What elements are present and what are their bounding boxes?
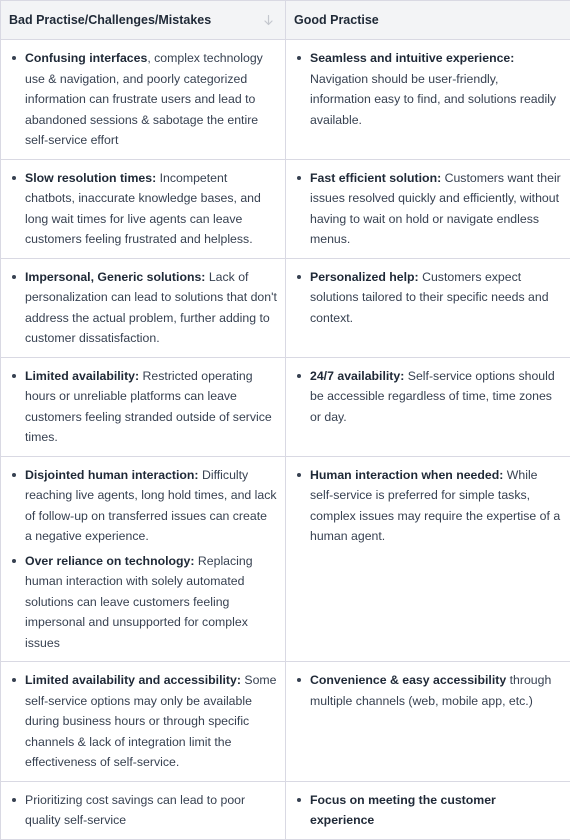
table-body bbox=[1, 40, 570, 840]
item-text: Difficulty reaching live agents, long hold times, and lack of follow-up on transferred issues can create a negative experience. bbox=[25, 468, 277, 544]
bullet-list bbox=[9, 465, 277, 654]
item-text: Incompetent chatbots, inaccurate knowledge bases, and long wait times for live agents can leave customers feeling frustrated and helpless. bbox=[25, 171, 261, 247]
cell-bad bbox=[1, 456, 286, 662]
cell-bad bbox=[1, 40, 286, 160]
item-heading: Focus on meeting the customer experience bbox=[310, 793, 496, 828]
item-text: Customers expect solutions tailored to their specific needs and context. bbox=[310, 270, 549, 325]
item-text: Navigation should be user-friendly, information easy to find, and solutions readily available. bbox=[310, 72, 556, 127]
bullet-list bbox=[294, 48, 562, 130]
bullet-list bbox=[294, 366, 562, 428]
bullet-list bbox=[294, 670, 562, 711]
table-row bbox=[1, 258, 570, 357]
list-item bbox=[9, 366, 277, 448]
item-heading: Impersonal, Generic solutions: bbox=[25, 270, 205, 284]
item-heading: Personalized help: bbox=[310, 270, 419, 284]
item-heading: Confusing interfaces bbox=[25, 51, 147, 65]
list-item bbox=[294, 267, 562, 329]
list-item bbox=[294, 48, 562, 130]
cell-bad bbox=[1, 357, 286, 456]
cell-bad bbox=[1, 781, 286, 839]
table-row bbox=[1, 40, 570, 160]
item-heading: Seamless and intuitive experience: bbox=[310, 51, 514, 65]
item-heading: Fast efficient solution: bbox=[310, 171, 441, 185]
cell-good bbox=[286, 456, 570, 662]
header-bad-label: Bad Practise/Challenges/Mistakes bbox=[9, 10, 211, 31]
bullet-list bbox=[9, 168, 277, 250]
table-row bbox=[1, 662, 570, 782]
item-text: , complex technology use & navigation, and poorly categorized information can frustrate users and lead to abandoned sessions & sabotage the entire self-service effort bbox=[25, 51, 263, 147]
bullet-list bbox=[9, 790, 277, 831]
cell-good bbox=[286, 781, 570, 839]
item-text: Self-service options should be accessible regardless of time, time zones or day. bbox=[310, 369, 555, 424]
list-item bbox=[9, 48, 277, 151]
item-text: Prioritizing cost savings can lead to poor quality self-service bbox=[25, 793, 245, 828]
list-item bbox=[9, 551, 277, 654]
cell-good bbox=[286, 159, 570, 258]
item-text: Restricted operating hours or unreliable platforms can leave customers feeling stranded outside of service times. bbox=[25, 369, 272, 445]
cell-good bbox=[286, 258, 570, 357]
item-heading: Disjointed human interaction: bbox=[25, 468, 199, 482]
bullet-list bbox=[294, 168, 562, 250]
item-text: Customers want their issues resolved quickly and efficiently, without having to wait on hold or navigate endless menus. bbox=[310, 171, 561, 247]
arrow-down-icon-svg bbox=[264, 15, 273, 26]
item-heading: Limited availability and accessibility: bbox=[25, 673, 241, 687]
cell-bad bbox=[1, 662, 286, 782]
bullet-list bbox=[9, 366, 277, 448]
cell-good bbox=[286, 40, 570, 160]
item-heading: Slow resolution times: bbox=[25, 171, 156, 185]
bullet-list bbox=[294, 465, 562, 547]
list-item bbox=[294, 670, 562, 711]
list-item bbox=[294, 366, 562, 428]
bullet-list bbox=[9, 267, 277, 349]
bullet-list bbox=[9, 670, 277, 773]
list-item bbox=[9, 670, 277, 773]
item-heading: 24/7 availability: bbox=[310, 369, 404, 383]
cell-good bbox=[286, 662, 570, 782]
arrow-down-icon[interactable] bbox=[259, 11, 277, 29]
item-text: While self-service is preferred for simple tasks, complex issues may require the expertise of a human agent. bbox=[310, 468, 560, 544]
item-heading: Convenience & easy accessibility bbox=[310, 673, 506, 687]
list-item bbox=[294, 168, 562, 250]
table-header bbox=[1, 1, 570, 40]
list-item bbox=[9, 267, 277, 349]
item-heading: Over reliance on technology: bbox=[25, 554, 194, 568]
item-heading: Limited availability: bbox=[25, 369, 139, 383]
table-row bbox=[1, 456, 570, 662]
list-item bbox=[294, 790, 562, 831]
header-bad-practise bbox=[1, 1, 286, 40]
bullet-list bbox=[294, 790, 562, 831]
item-text: through multiple channels (web, mobile app, etc.) bbox=[310, 673, 551, 708]
list-item bbox=[294, 465, 562, 547]
table-row bbox=[1, 781, 570, 839]
table-row bbox=[1, 357, 570, 456]
item-text: Replacing human interaction with solely automated solutions can leave customers feeling impersonal and unsupported for complex issues bbox=[25, 554, 253, 650]
header-good-practise bbox=[286, 1, 570, 40]
cell-good bbox=[286, 357, 570, 456]
list-item bbox=[9, 790, 277, 831]
cell-bad bbox=[1, 258, 286, 357]
bullet-list bbox=[9, 48, 277, 151]
list-item bbox=[9, 465, 277, 547]
header-row bbox=[1, 1, 570, 40]
item-heading: Human interaction when needed: bbox=[310, 468, 503, 482]
table-row bbox=[1, 159, 570, 258]
header-good-label: Good Practise bbox=[294, 13, 379, 27]
list-item bbox=[9, 168, 277, 250]
item-text: Some self-service options may only be available during business hours or through specific channels & lack of integration limit the effectiveness of self-service. bbox=[25, 673, 277, 769]
cell-bad bbox=[1, 159, 286, 258]
item-text: Lack of personalization can lead to solutions that don't address the actual problem, further adding to customer dissatisfaction. bbox=[25, 270, 277, 346]
bullet-list bbox=[294, 267, 562, 329]
